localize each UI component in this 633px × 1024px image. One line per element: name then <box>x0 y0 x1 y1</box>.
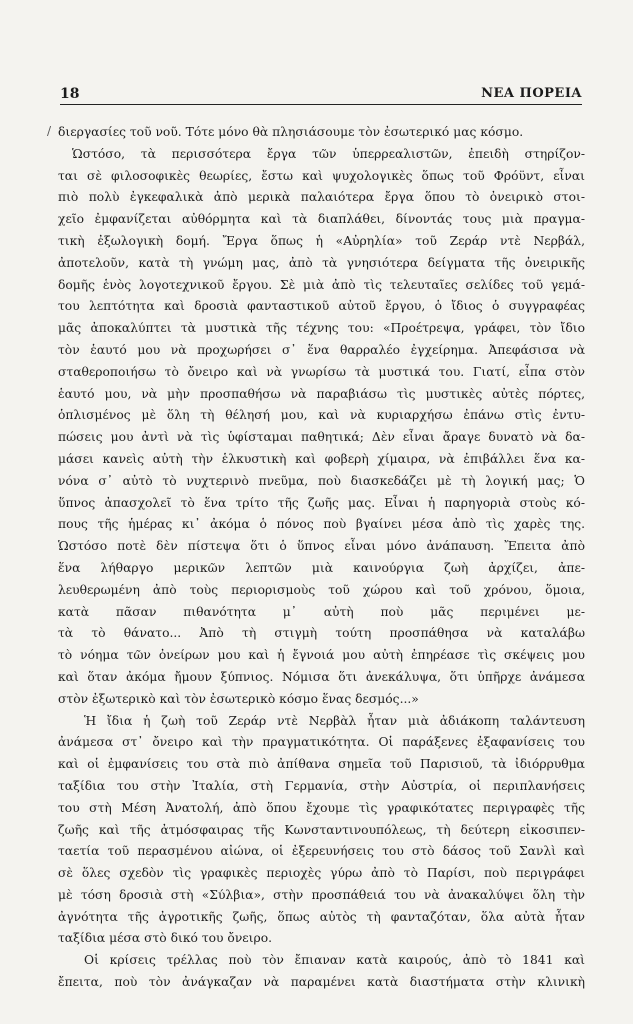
paragraph-end-line: στὸν ἐξωτερικὸ καὶ τὸν ἐσωτερικὸ κόσμο ἕνας δεσμός...» <box>58 691 419 706</box>
text-line: νόνα σ᾿ αὐτὸ τὸ νυχτερινὸ πνεῦμα, ποὺ διασκεδάζει μὲ τὴ λογική μας; Ὁ <box>58 473 585 488</box>
text-line: πιὸ πολὺ ἐγκεφαλικὰ ἀπὸ μερικὰ παλαιότερα ἔργα ὅπου τὸ ὀνειρικὸ στοι- <box>58 190 585 205</box>
text-line: ζωῆς καὶ τῆς ἀτμόσφαιρας τῆς Κωνσταντινουπόλεως, τὴ δεύτερη εἰκοσιπεν- <box>58 822 585 837</box>
text-line: του λεπτότητα καὶ δροσιὰ φανταστικοῦ αὐτοῦ ἔργου, ὁ ἴδιος ὁ συγγραφέας <box>58 299 585 314</box>
text-line: μὲ τόση δροσιὰ στὴ «Σύλβια», στὴν προσπάθειά του νὰ ἀνακαλύψει ὅλη τὴν <box>58 887 585 902</box>
paragraph-end-line: ταξίδια μέσα στὸ δικό του ὄνειρο. <box>58 931 273 946</box>
text-line: ὕπνος ἀπασχολεῖ τὸ ἕνα τρίτο τῆς ζωῆς μας. Εἶναι ἡ παρηγοριὰ στοὺς κό- <box>58 495 585 510</box>
text-line: μάσει κανεὶς αὐτὴ τὴν ἑλκυστικὴ καὶ φοβερὴ χίμαιρα, νὰ ἐπιβάλλει ἕνα κα- <box>58 451 585 466</box>
text-line: ταξίδια του στὴν Ἰταλία, στὴ Γερμανία, στὴν Αὐστρία, οἱ περιπλανήσεις <box>58 778 585 793</box>
text-line: τὸν ἑαυτό μου νὰ προχωρήσει σ᾿ ἕνα θαρραλέο ἐγχείρημα. Ἀπεφάσισα νὰ <box>58 342 585 357</box>
body-text <box>58 122 585 994</box>
text-line: ὁπλισμένος μὲ ὅλη τὴ θέλησή μου, καὶ νὰ κυριαρχήσω ἐπάνω στὶς ἐντυ- <box>58 408 585 423</box>
text-line: ἀγνότητα τῆς ἀγροτικῆς ζωῆς, ὅπως αὐτὸς τὴ φανταζόταν, ὅλα αὐτὰ ἦταν <box>58 909 585 924</box>
text-line: σὲ ὅλες σχεδὸν τὶς γραφικὲς περιοχὲς γύρω ἀπὸ τὸ Παρίσι, ποὺ περιγράφει <box>58 866 585 881</box>
margin-mark: / <box>47 124 52 138</box>
text-line: πους τῆς ἡμέρας κι᾿ ἀκόμα ὁ πόνος ποὺ βγαίνει μέσα ἀπὸ τὶς χαρὲς της. <box>58 517 585 532</box>
text-line: Ὡστόσο ποτὲ δὲν πίστεψα ὅτι ὁ ὕπνος εἶναι μόνο ἀνάπαυση. Ἔπειτα ἀπὸ <box>58 539 585 554</box>
journal-title: ΝΕΑ ΠΟΡΕΙΑ <box>481 86 582 101</box>
text-line: ταετία τοῦ περασμένου αἰώνα, οἱ ἐξερευνήσεις του στὸ δάσος τοῦ Σανλὶ καὶ <box>58 844 585 859</box>
text-line: τὰ τὸ θάνατο... Ἀπὸ τὴ στιγμὴ τούτη προσπάθησα νὰ καταλάβω <box>58 626 585 641</box>
text-line: πώσεις μου ἀντὶ νὰ τὶς ὑφίσταμαι παθητικά; Δὲν εἶναι ἄραγε δυνατὸ νὰ δα- <box>58 430 585 445</box>
text-line: ἀποτελοῦν, κατὰ τὴ γνώμη μας, ἀπὸ τὰ γνησιότερα δείγματα τῆς ὀνειρικῆς <box>58 255 585 270</box>
text-line: ται σὲ φιλοσοφικὲς θεωρίες, ἔστω καὶ ψυχολογικὲς ὅπως τοῦ Φρόϋντ, εἶναι <box>58 168 585 183</box>
text-line: μᾶς ἀποκαλύπτει τὰ μυστικὰ τῆς τέχνης του: «Προέτρεψα, γράφει, τὸν ἴδιο <box>58 321 585 336</box>
running-header <box>60 86 582 105</box>
text-line: ἀνάμεσα στ᾿ ὄνειρο καὶ τὴν πραγματικότητα. Οἱ παράξενες ἐξαφανίσεις του <box>58 735 585 750</box>
text-line: του στὴ Μέση Ἀνατολή, ἀπὸ ὅπου ἔχουμε τὶς γραφικότατες περιγραφὲς τῆς <box>58 800 585 815</box>
text-line: διεργασίες τοῦ νοῦ. Τότε μόνο θὰ πλησιάσουμε τὸν ἐσωτερικό μας κόσμο. <box>58 125 524 139</box>
text-line: χεῖο ἐμφανίζεται αὐθόρμητα καὶ τὰ διαπλάθει, δίνοντάς τους μιὰ πραγμα- <box>58 212 585 227</box>
text-line: καὶ ὅταν ἀκόμα ἤμουν ξύπνιος. Νόμισα ὅτι ἀνεκάλυψα, ὅτι ὑπῆρχε ἀνάμεσα <box>58 669 585 684</box>
text-line: ἑαυτό μου, νὰ μὴν προσπαθήσω νὰ παραβιάσω τὶς μυστικὲς αὐτὲς πόρτες, <box>58 386 585 401</box>
text-line: δομῆς ἑνὸς λογοτεχνικοῦ ἔργου. Σὲ μιὰ ἀπὸ τὶς τελευταῖες σελίδες τοῦ γεμά- <box>58 277 585 292</box>
text-line: λευθερωμένη ἀπὸ τοὺς περιορισμοὺς τοῦ χώρου καὶ τοῦ χρόνου, ὅμοια, <box>58 582 585 597</box>
paragraph-start-line: Ὡστόσο, τὰ περισσότερα ἔργα τῶν ὑπερρεαλιστῶν, ἐπειδὴ στηρίζον- <box>72 146 585 161</box>
text-line: καὶ οἱ ἐμφανίσεις του στὰ πιὸ ἀπίθανα σημεῖα τοῦ Παρισιοῦ, τὰ ἰδιόρρυθμα <box>58 757 585 772</box>
text-line: ἕνα λήθαργο μερικῶν λεπτῶν μιὰ καινούργια ζωὴ ἀρχίζει, ἀπε- <box>58 560 585 575</box>
paragraph-start-line: Οἱ κρίσεις τρέλλας ποὺ τὸν ἔπιαναν κατὰ καιρούς, ἀπὸ τὸ 1841 καὶ <box>84 953 585 968</box>
page-number: 18 <box>60 86 80 102</box>
paragraph-start-line: Ἡ ἴδια ἡ ζωὴ τοῦ Ζεράρ ντὲ Νερβὰλ ἦταν μιὰ ἀδιάκοπη ταλάντευση <box>84 713 585 728</box>
text-line: κατὰ πᾶσαν πιθανότητα μ᾿ αὐτὴ ποὺ μᾶς περιμένει με- <box>58 604 585 619</box>
text-line: σταθεροποιήσω τὸ ὄνειρο καὶ νὰ γνωρίσω τὰ μυστικά του. Γιατί, εἶπα στὸν <box>58 364 585 379</box>
text-line: ἔπειτα, ποὺ τὸν ἀνάγκαζαν νὰ παραμένει κατὰ διαστήματα στὴν κλινικὴ <box>58 975 585 990</box>
text-line: τὸ νόημα τῶν ὀνείρων μου καὶ ἡ ἔγνοιά μου αὐτὴ ἐπηρέασε τὶς σκέψεις μου <box>58 648 585 663</box>
text-line: τικὴ ἐξωλογικὴ δομή. Ἔργα ὅπως ἡ «Αὐρηλία» τοῦ Ζεράρ ντὲ Νερβάλ, <box>58 233 585 248</box>
